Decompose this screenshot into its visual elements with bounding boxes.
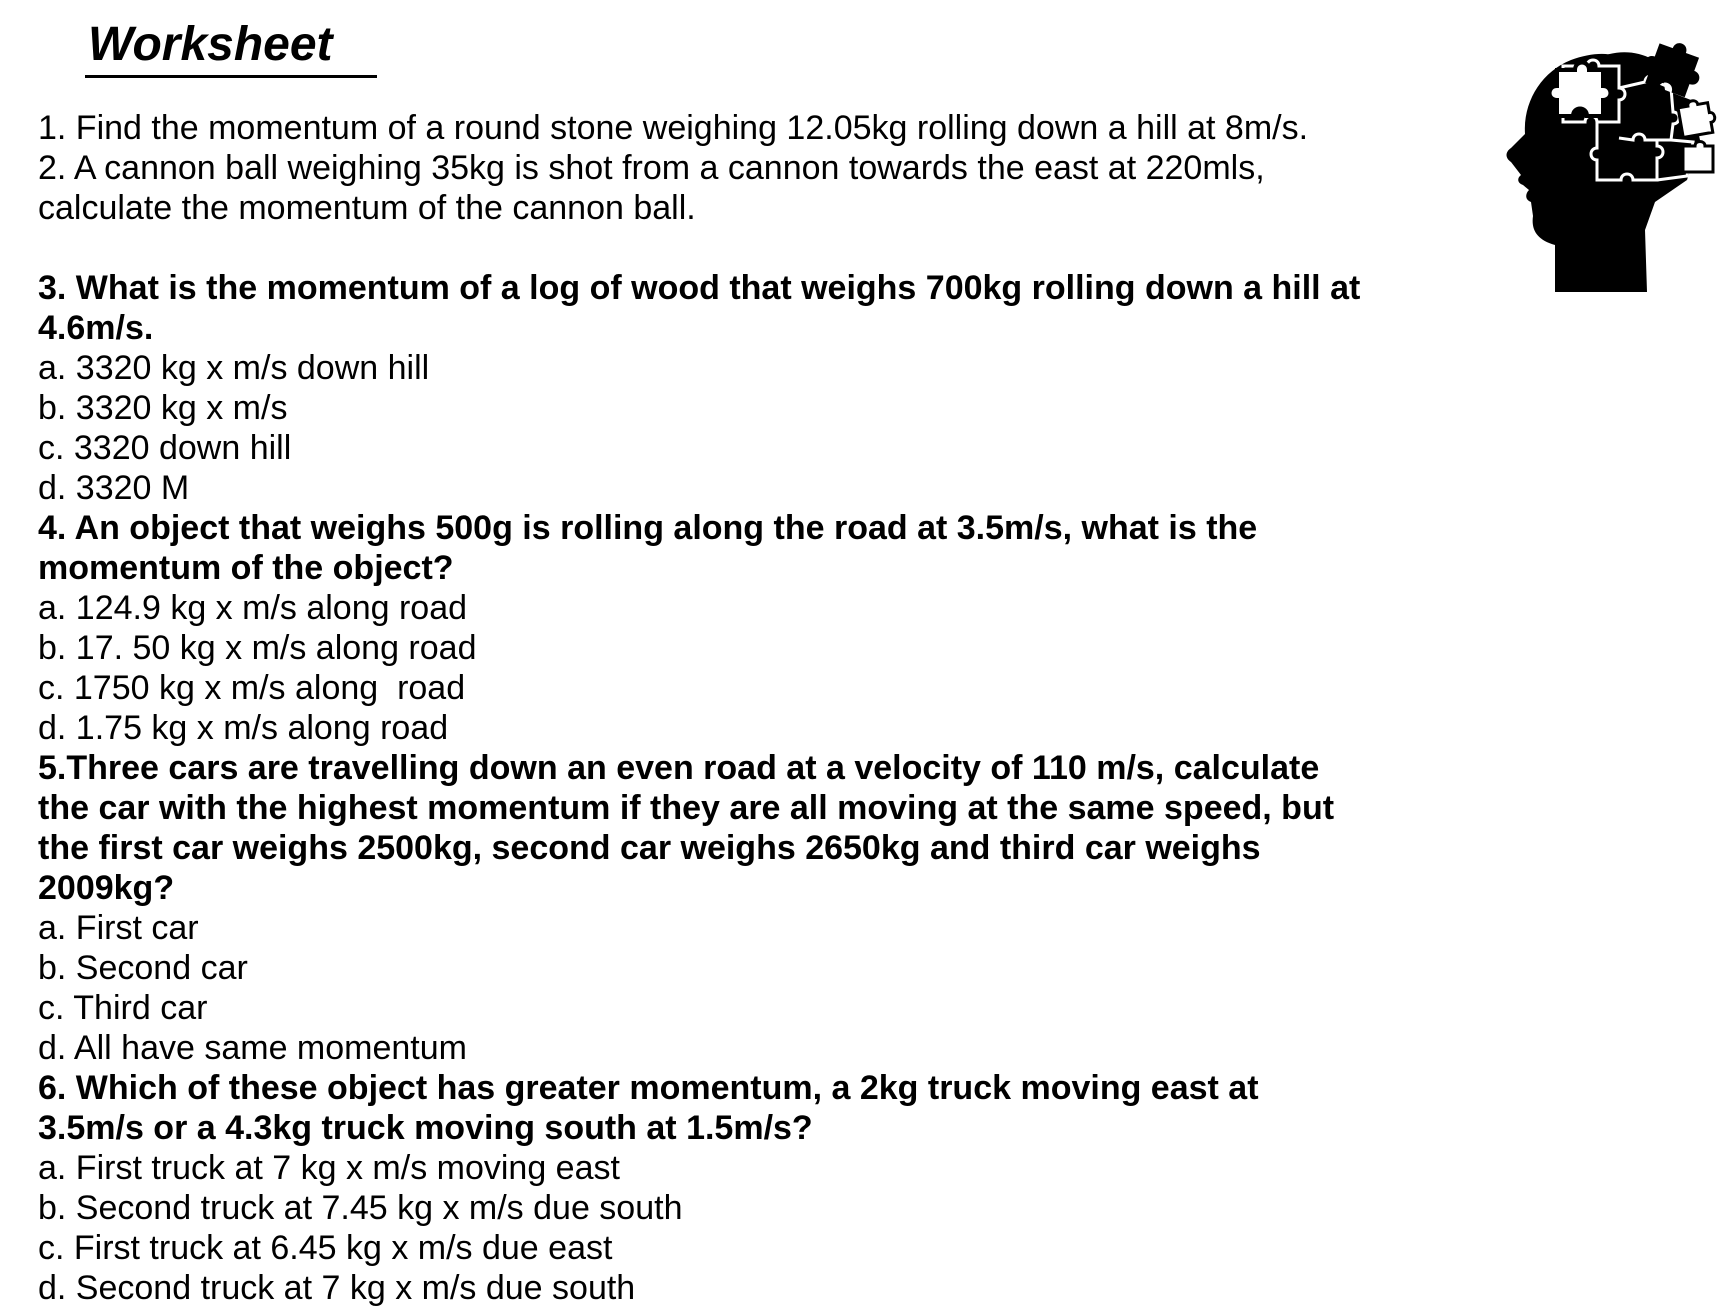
question-text: momentum of the object? xyxy=(38,549,454,587)
question-text: 5.Three cars are travelling down an even road at a velocity of 110 m/s, calculate xyxy=(38,749,1320,787)
text-line: 1. Find the momentum of a round stone weighing 12.05kg rolling down a hill at 8m/s. xyxy=(38,109,1309,147)
blank-line xyxy=(38,228,1498,268)
text-line: b. 3320 kg x m/s xyxy=(38,389,288,427)
head-with-puzzle-pieces-icon xyxy=(1495,30,1715,305)
text-line: d. 3320 M xyxy=(38,469,190,507)
text-line: d. 1.75 kg x m/s along road xyxy=(38,709,449,747)
page-title: Worksheet xyxy=(88,18,333,71)
text-line: c. 1750 kg x m/s along road xyxy=(38,669,466,707)
text-line: d. All have same momentum xyxy=(38,1029,467,1067)
text-line: d. Second truck at 7 kg x m/s due south xyxy=(38,1269,636,1307)
question-text: 2009kg? xyxy=(38,869,175,907)
text-line: c. 3320 down hill xyxy=(38,429,292,467)
text-line: calculate the momentum of the cannon ball. xyxy=(38,189,696,227)
question-text: 4. An object that weighs 500g is rolling along the road at 3.5m/s, what is the xyxy=(38,509,1258,547)
text-line: a. 124.9 kg x m/s along road xyxy=(38,589,468,627)
text-line: 2. A cannon ball weighing 35kg is shot from a cannon towards the east at 220mls, xyxy=(38,149,1265,187)
question-text: 4.6m/s. xyxy=(38,309,154,347)
text-line: a. First truck at 7 kg x m/s moving east xyxy=(38,1149,620,1187)
text-line: c. First truck at 6.45 kg x m/s due east xyxy=(38,1229,613,1267)
question-text: the first car weighs 2500kg, second car weighs 2650kg and third car weighs xyxy=(38,829,1261,867)
text-line: b. 17. 50 kg x m/s along road xyxy=(38,629,477,667)
text-line: b. Second truck at 7.45 kg x m/s due south xyxy=(38,1189,683,1227)
question-text: the car with the highest momentum if they are all moving at the same speed, but xyxy=(38,789,1335,827)
text-line: a. 3320 kg x m/s down hill xyxy=(38,349,430,387)
title-underline xyxy=(85,75,377,78)
question-text: 3. What is the momentum of a log of wood that weighs 700kg rolling down a hill at xyxy=(38,269,1361,307)
question-text: 3.5m/s or a 4.3kg truck moving south at 1.5m/s? xyxy=(38,1109,813,1147)
question-text: 6. Which of these object has greater momentum, a 2kg truck moving east at xyxy=(38,1069,1259,1107)
text-line: c. Third car xyxy=(38,989,208,1027)
text-line: b. Second car xyxy=(38,949,248,987)
text-line: a. First car xyxy=(38,909,199,947)
worksheet-content xyxy=(38,108,1498,1308)
